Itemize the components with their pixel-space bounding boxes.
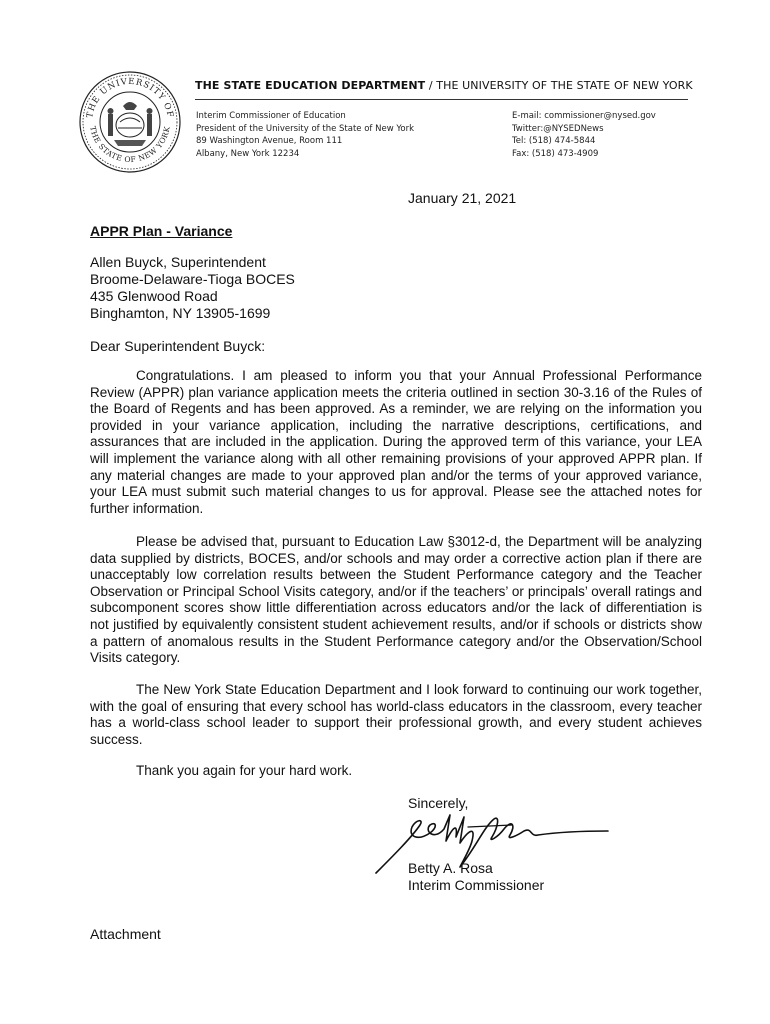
letter-subject: APPR Plan - Variance [90, 223, 233, 239]
office-line: Albany, New York 12234 [196, 148, 300, 159]
svg-text:THE STATE OF NEW YORK: THE STATE OF NEW YORK [88, 125, 172, 165]
body-paragraph: Congratulations. I am pleased to inform you that your Annual Professional Performance Review (APPR) plan variance application meets the criteria outlined in section 30-3.16 of the Rules of the Board of Regents and has been approved. As a reminder, we are relying on the information you provided in your variance application, including the narrative descriptions, certifications, and assurances that are included in the application. During the approved term of this variance, your LEA will implement the variance along with all other remaining provisions of your approved APPR plan. If any material changes are made to your approved plan and/or the terms of your approved variance, your LEA must submit such material changes to us for approval. Please see the attached notes for further information. [90, 368, 702, 516]
contact-line: Tel: (518) 474-5844 [512, 136, 596, 147]
department-name-bold: THE STATE EDUCATION DEPARTMENT [195, 79, 426, 92]
state-seal-logo [78, 70, 182, 174]
contact-line: E-mail: commissioner@nysed.gov [512, 111, 656, 121]
body-paragraph: The New York State Education Department and I look forward to continuing our work together, with the goal of ensuring that every school has world-class educators in the classroom, every teacher has a world-class school leader to support their professional growth, and every student achieves success. [90, 682, 702, 747]
recipient-address [90, 254, 295, 322]
signer-block [408, 860, 544, 894]
closing: Sincerely, [408, 795, 469, 811]
recipient-line: Binghamton, NY 13905-1699 [90, 305, 271, 321]
recipient-line: 435 Glenwood Road [90, 288, 218, 304]
office-line: Interim Commissioner of Education [196, 111, 346, 121]
department-name-rest: / THE UNIVERSITY OF THE STATE OF NEW YORK [425, 79, 693, 92]
recipient-line: Broome-Delaware-Tioga BOCES [90, 271, 295, 287]
signer-title: Interim Commissioner [408, 877, 545, 893]
salutation: Dear Superintendent Buyck: [90, 338, 266, 354]
office-contact-block [512, 110, 656, 160]
letter-date: January 21, 2021 [408, 190, 517, 206]
body-paragraph: Thank you again for your hard work. [136, 763, 353, 778]
letterhead-divider [195, 99, 688, 100]
contact-line: Twitter:@NYSEDNews [512, 123, 604, 134]
office-line: President of the University of the State of New York [196, 123, 415, 134]
department-title [195, 79, 693, 92]
office-line: 89 Washington Avenue, Room 111 [196, 136, 343, 147]
body-paragraph: Please be advised that, pursuant to Education Law §3012-d, the Department will be analyzing data supplied by districts, BOCES, and/or schools and may order a corrective action plan if there are unacceptably low correlation results between the Student Performance category and the Teacher Observation or Principal School Visits category, and/or if the teachers’ or principals’ overall ratings and subcomponent scores show little differentiation across educators and/or the lack of differentiation is not justified by equivalently consistent student achievement results, and/or if schools or districts show a pattern of anomalous results in the Student Performance category and/or the Observation/School Visits category. [90, 534, 702, 666]
attachment-note: Attachment [90, 926, 161, 942]
signer-name: Betty A. Rosa [408, 860, 493, 876]
svg-text:THE UNIVERSITY OF: THE UNIVERSITY OF [85, 76, 175, 119]
recipient-line: Allen Buyck, Superintendent [90, 254, 266, 270]
contact-line: Fax: (518) 473-4909 [512, 148, 599, 159]
office-address-block [196, 110, 414, 160]
